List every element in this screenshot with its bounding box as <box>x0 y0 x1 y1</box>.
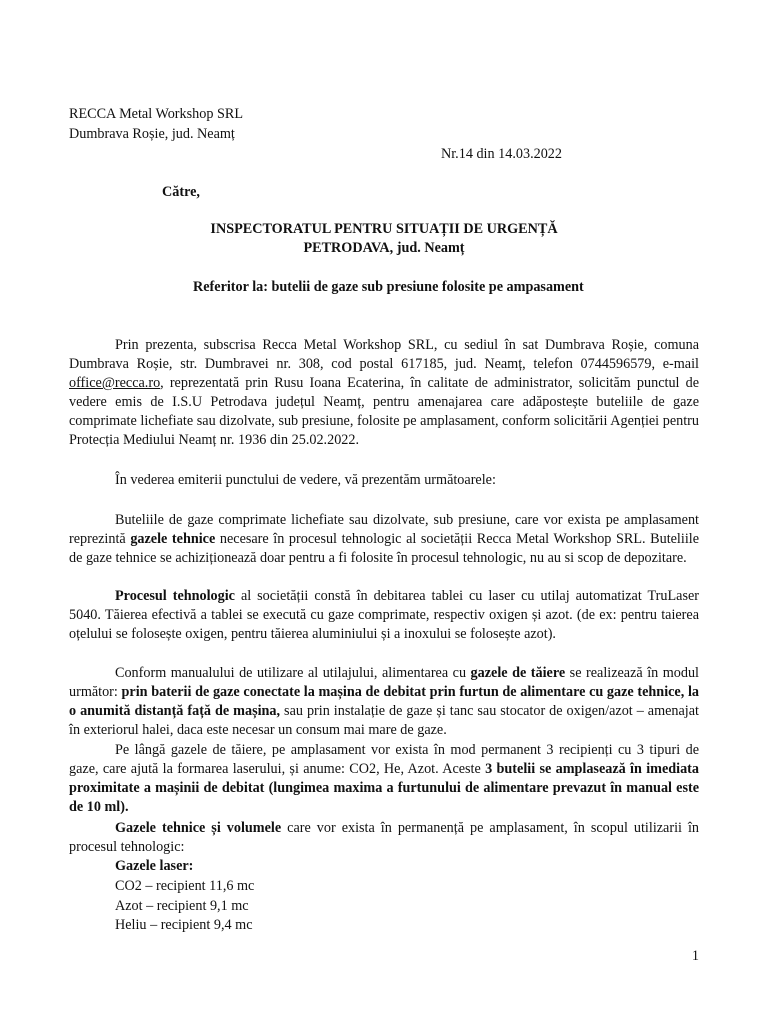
subject-line: Referitor la: butelii de gaze sub presiune folosite pe ampasament <box>193 279 584 295</box>
paragraph-laser-gases <box>69 741 699 817</box>
text-span: se realizează în modul următor: <box>69 665 699 700</box>
list-item: CO2 – recipient 11,6 mc <box>115 878 255 894</box>
bold-span: prin baterii de gaze conectate la mașina de debitat prin furtun de alimentare cu gaze tehnice, la o anumită distanță față de mașina, <box>69 684 699 719</box>
text-span: necesare în procesul tehnologic al societății Recca Metal Workshop SRL. Buteliile de gaze tehnice se achiziționează doar pentru a fi folosite în procesul tehnologic, nu au si scop de depozitare. <box>69 531 699 566</box>
bold-span: Gazele tehnice și volumele <box>115 820 282 836</box>
recipient-line-1: INSPECTORATUL PENTRU SITUAȚII DE URGENȚĂ <box>210 221 558 237</box>
reference-number: Nr.14 din 14.03.2022 <box>441 146 562 162</box>
paragraph-process <box>69 587 699 644</box>
text-span: al societății constă în debitarea tablei cu laser cu utilaj automatizat TruLaser 5040. Tăierea efectivă a tablei se execută cu gaze comprimate, respectiv oxigen și azot. (de ex: pentru taierea oțelului se folosește oxigen, pentru tăierea aluminiului și a inoxului se folosește azot). <box>69 588 699 642</box>
list-item: Heliu – recipient 9,4 mc <box>115 917 253 933</box>
sender-address: Dumbrava Roșie, jud. Neamț <box>69 125 235 142</box>
bold-span: 3 butelii se amplasează în imediata proximitate a mașinii de debitat (lungimea maxima a furtunului de alimentare prevazut în manual este de 10 ml). <box>69 761 699 815</box>
sender-block <box>69 105 243 144</box>
bold-span: Procesul tehnologic <box>115 588 235 604</box>
document-page <box>69 0 699 1024</box>
intro-text-end: , reprezentată prin Rusu Ioana Ecaterina, în calitate de administrator, solicităm punctul de vedere emis de I.S.U Petrodava județul Neamț, pentru amenajarea care adăpostește buteliile de gaze comprimate lichefiate sau dizolvate, sub presiune, folosite pe amplasament, conform solicitării Agenției pentru Protecția Mediului Neamț nr. 1936 din 25.02.2022. <box>69 375 699 448</box>
text-span: Buteliile de gaze comprimate lichefiate sau dizolvate, sub presiune, care vor exista pe amplasament reprezintă <box>69 512 699 547</box>
paragraph-feeding <box>69 664 699 740</box>
text-span: Conform manualului de utilizare al utilajului, alimentarea cu <box>115 665 471 681</box>
bold-span: gazele de tăiere <box>470 665 566 681</box>
page-number: 1 <box>691 948 699 964</box>
recipient-line-2: PETRODAVA, jud. Neamț <box>303 240 465 256</box>
paragraph-volumes <box>69 819 699 857</box>
recipient-block <box>69 220 699 258</box>
paragraph-intro <box>69 336 699 450</box>
text-span: Pe lângă gazele de tăiere, pe amplasament vor exista în mod permanent 3 recipienți cu 3 tipuri de gaze, care ajută la formarea laserului, și anume: CO2, He, Azot. Aceste <box>69 742 699 777</box>
intro-text-start: Prin prezenta, subscrisa Recca Metal Workshop SRL, cu sediul în sat Dumbrava Roșie, comuna Dumbrava Roșie, str. Dumbravei nr. 308, cod postal 617185, jud. Neamț, telefon 0744596579, e-mail <box>69 337 699 372</box>
laser-gases-list <box>115 877 254 936</box>
text-span: sau prin instalație de gaze și tanc sau stocator de oxigen/azot – amenajat în exteriorul halei, daca este necesar un consum mai mare de gaze. <box>69 703 699 738</box>
sender-company: RECCA Metal Workshop SRL <box>69 106 243 122</box>
recipient-label: Către, <box>162 184 200 200</box>
email-link[interactable]: office@recca.ro <box>69 375 161 391</box>
paragraph-butelii <box>69 511 699 568</box>
laser-gases-title: Gazele laser: <box>115 858 194 874</box>
text-span: care vor exista în permanență pe amplasament, în scopul utilizarii în procesul tehnologic: <box>69 820 699 855</box>
list-item: Azot – recipient 9,1 mc <box>115 897 249 914</box>
bold-span: gazele tehnice <box>130 531 216 547</box>
paragraph-lead: În vederea emiterii punctului de vedere, vă prezentăm următoarele: <box>115 472 496 488</box>
